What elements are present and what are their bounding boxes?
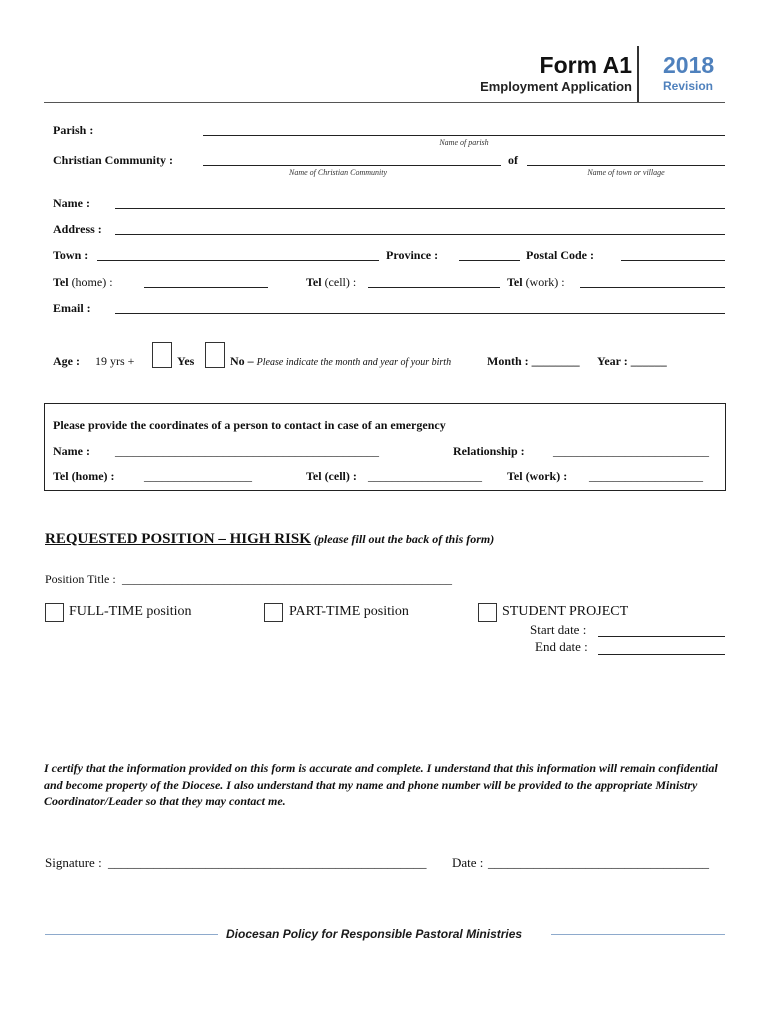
date-field[interactable]: __________________________________ (488, 855, 709, 870)
end-date-label: End date : (535, 639, 588, 654)
position-title-label: Position Title : (45, 572, 116, 586)
tel-work-field[interactable] (580, 287, 725, 288)
part-time-checkbox[interactable] (264, 603, 283, 622)
full-time-checkbox[interactable] (45, 603, 64, 622)
town-field[interactable] (97, 260, 379, 261)
tel-home-field[interactable] (144, 287, 268, 288)
community-label: Christian Community : (53, 153, 174, 167)
position-heading: REQUESTED POSITION – HIGH RISK (45, 531, 311, 547)
age-yes-checkbox[interactable] (152, 342, 172, 368)
emergency-tel-cell-label: Tel (cell) : (306, 469, 357, 483)
emergency-name-label: Name : (53, 444, 90, 458)
end-date-field[interactable] (598, 654, 725, 655)
province-field[interactable] (459, 260, 520, 261)
community-field[interactable] (203, 165, 501, 166)
tel-home-label: Tel (home) : (53, 275, 113, 289)
footer-text: Diocesan Policy for Responsible Pastoral Ministries (226, 927, 523, 941)
part-time-label: PART-TIME position (289, 604, 409, 619)
age-no-note: Please indicate the month and year of your birth (256, 357, 452, 368)
province-label: Province : (386, 248, 439, 262)
form-title: Form A1 (539, 52, 632, 78)
relationship-label: Relationship : (453, 444, 525, 458)
emergency-tel-work-label: Tel (work) : (507, 469, 568, 483)
header-divider (637, 46, 639, 102)
emergency-tel-home-label: Tel (home) : (53, 469, 115, 483)
parish-field[interactable] (203, 135, 725, 136)
age-no-checkbox[interactable] (205, 342, 225, 368)
postal-code-field[interactable] (621, 260, 725, 261)
email-field[interactable] (115, 313, 725, 314)
of-label: of (508, 153, 518, 167)
age-value: 19 yrs + (95, 354, 135, 368)
emergency-tel-home-field[interactable]: __________________ (144, 469, 252, 483)
town-label: Town : (53, 248, 89, 262)
certification-text: I certify that the information provided on this form is accurate and complete. I understand that this information will remain confidential and become property of the Diocese. I also understand that my name and phone number will be provided to the appropriate Ministry Coordinator/Leader so that they may contact me. (44, 761, 718, 808)
age-no-label: No – (230, 354, 254, 368)
name-field[interactable] (115, 208, 725, 209)
tel-cell-field[interactable] (368, 287, 500, 288)
tel-cell-label: Tel (cell) : (306, 275, 357, 289)
emergency-tel-cell-field[interactable]: ___________________ (368, 469, 482, 483)
town-village-hint: Name of town or village (587, 168, 665, 177)
address-field[interactable] (115, 234, 725, 235)
header-rule (44, 102, 725, 103)
emergency-title: Please provide the coordinates of a person to contact in case of an emergency (53, 418, 446, 432)
relationship-field[interactable]: __________________________ (553, 444, 709, 458)
start-date-label: Start date : (530, 622, 587, 637)
address-label: Address : (53, 222, 102, 236)
emergency-name-field[interactable]: ____________________________________________ (115, 444, 379, 458)
town-village-field[interactable] (527, 165, 725, 166)
position-title-field[interactable]: _______________________________________________________ (122, 572, 452, 586)
birth-year-field[interactable]: Year : ______ (597, 354, 667, 368)
age-yes-label: Yes (177, 354, 195, 368)
student-project-checkbox[interactable] (478, 603, 497, 622)
full-time-label: FULL-TIME position (69, 604, 192, 619)
footer-rule-right (551, 934, 725, 935)
start-date-field[interactable] (598, 636, 725, 637)
student-project-label: STUDENT PROJECT (502, 604, 629, 619)
parish-hint: Name of parish (439, 138, 489, 147)
signature-field[interactable]: _________________________________________________ (108, 855, 427, 870)
revision-year: 2018 (663, 52, 715, 78)
form-subtitle: Employment Application (480, 79, 632, 94)
position-heading-group (45, 531, 494, 548)
tel-work-label: Tel (work) : (507, 275, 565, 289)
signature-label: Signature : (45, 855, 102, 870)
date-label: Date : (452, 855, 484, 870)
community-hint: Name of Christian Community (288, 168, 387, 177)
footer-rule-left (45, 934, 218, 935)
emergency-tel-work-field[interactable]: ___________________ (589, 469, 703, 483)
parish-label: Parish : (53, 123, 94, 137)
name-label: Name : (53, 196, 90, 210)
position-heading-note: (please fill out the back of this form) (313, 532, 495, 546)
postal-code-label: Postal Code : (526, 248, 594, 262)
email-label: Email : (53, 301, 91, 315)
birth-month-field[interactable]: Month : ________ (487, 354, 580, 368)
age-no-group (230, 354, 451, 369)
revision-label: Revision (663, 79, 714, 93)
age-label: Age : (53, 354, 80, 368)
